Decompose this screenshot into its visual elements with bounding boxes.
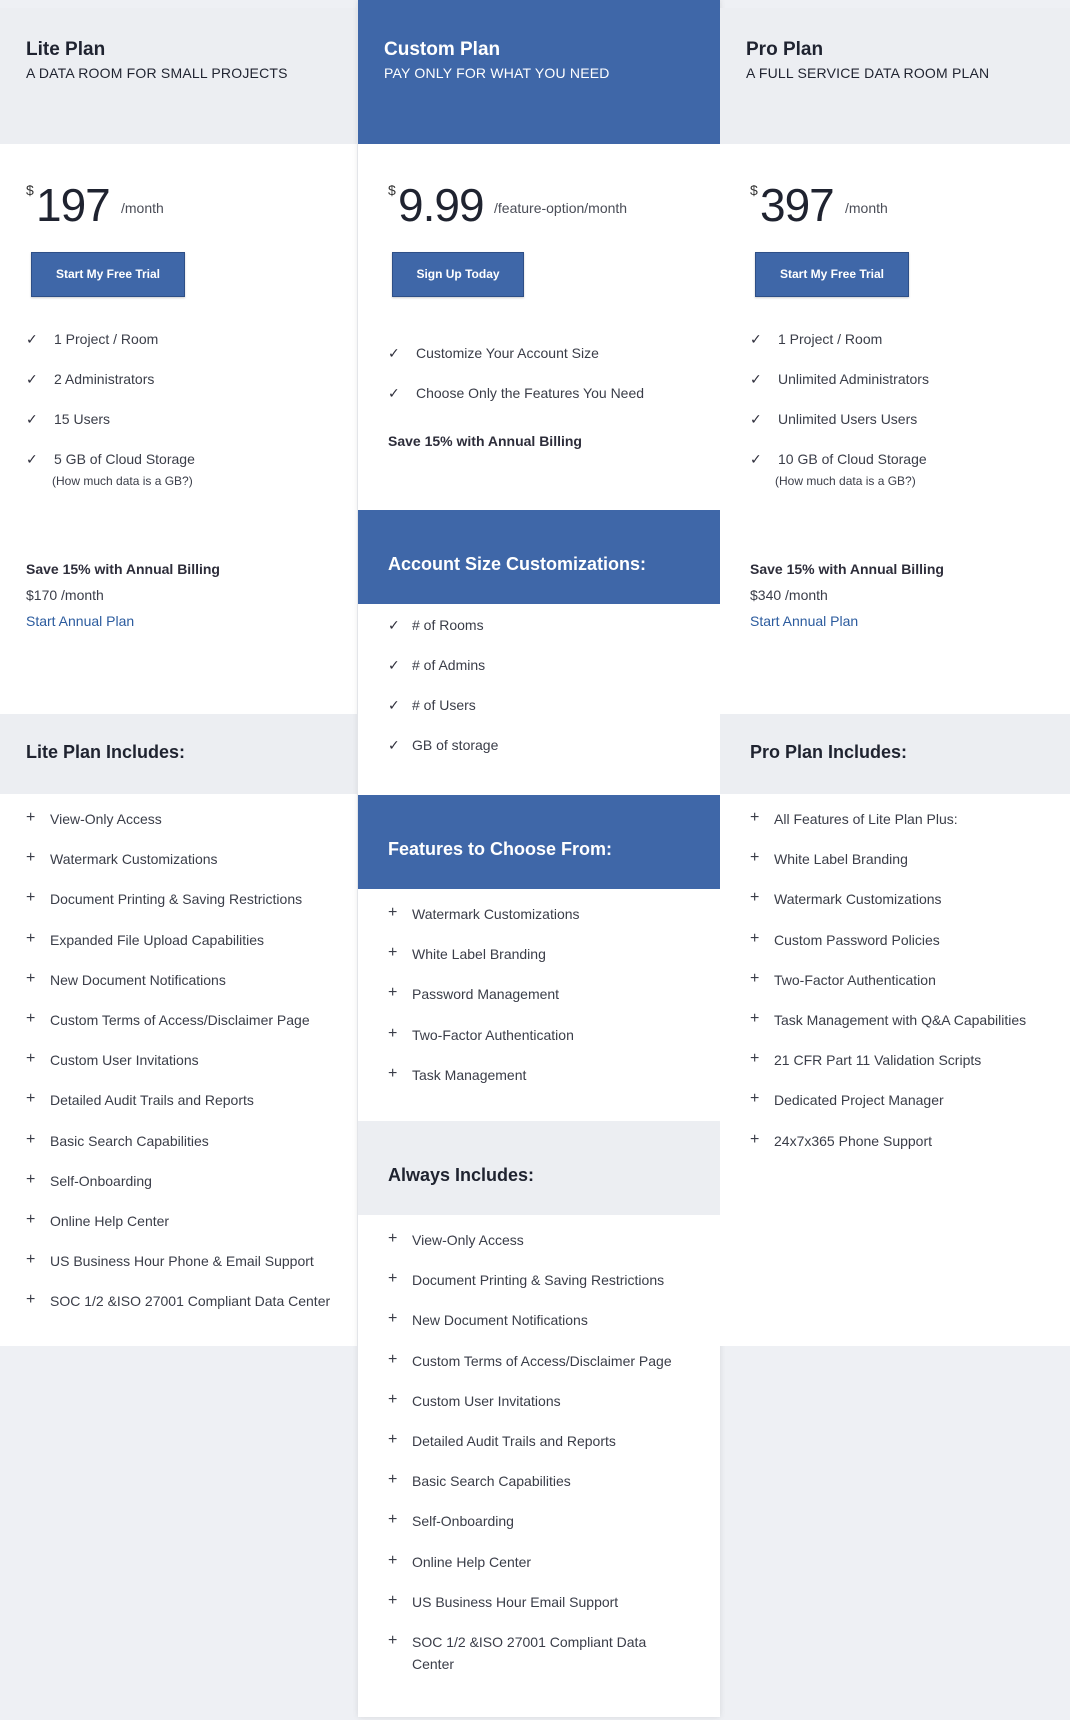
list-item: + 24x7x365 Phone Support xyxy=(750,1130,933,1149)
plus-icon: + xyxy=(26,1170,36,1188)
list-item: + SOC 1/2 &ISO 27001 Compliant Data Center xyxy=(26,1291,331,1310)
custom-plan-column xyxy=(358,0,720,1717)
account-size-list xyxy=(358,604,720,795)
list-item: + Two-Factor Authentication xyxy=(388,1024,574,1043)
list-item: ✓ Unlimited Users Users xyxy=(750,408,1044,448)
feature-list xyxy=(720,328,1070,488)
plus-icon: + xyxy=(26,1130,36,1148)
includes-heading: Pro Plan Includes: xyxy=(720,714,1070,794)
price-currency: $ xyxy=(388,182,396,198)
feature-list xyxy=(358,342,720,422)
list-item: + New Document Notifications xyxy=(26,969,226,988)
plus-icon: + xyxy=(388,1230,398,1247)
plus-icon: + xyxy=(26,1291,36,1309)
start-free-trial-button[interactable]: Start My Free Trial xyxy=(755,252,909,297)
price-period: /month xyxy=(845,200,888,216)
features-heading: Features to Choose From: xyxy=(358,795,720,889)
check-icon: ✓ xyxy=(388,697,400,713)
plus-icon: + xyxy=(388,1350,398,1368)
start-free-trial-button[interactable]: Start My Free Trial xyxy=(31,252,185,297)
list-item: ✓ # of Admins xyxy=(388,654,690,694)
plan-subtitle: A FULL SERVICE DATA ROOM PLAN xyxy=(746,65,990,81)
check-icon: ✓ xyxy=(750,331,762,347)
plus-icon: + xyxy=(750,809,760,826)
list-item: + SOC 1/2 &ISO 27001 Compliant Data Center xyxy=(388,1631,647,1672)
list-item: ✓ 10 GB of Cloud Storage xyxy=(750,448,1044,488)
check-icon: ✓ xyxy=(388,657,400,673)
plus-icon: + xyxy=(388,1390,398,1408)
plus-icon: + xyxy=(26,1009,36,1027)
plus-icon: + xyxy=(388,1591,398,1609)
list-item: + White Label Branding xyxy=(750,849,908,868)
check-icon: ✓ xyxy=(750,451,762,467)
annual-billing xyxy=(358,428,720,510)
plus-icon: + xyxy=(26,809,36,826)
list-item: + White Label Branding xyxy=(388,944,546,963)
check-icon: ✓ xyxy=(388,345,400,361)
list-item: + 21 CFR Part 11 Validation Scripts xyxy=(750,1050,982,1069)
plus-icon: + xyxy=(388,1471,398,1489)
save-label: Save 15% with Annual Billing xyxy=(26,561,220,577)
list-item: + Online Help Center xyxy=(26,1210,170,1229)
list-item: + Self-Onboarding xyxy=(388,1511,514,1530)
plan-title: Lite Plan xyxy=(26,39,106,60)
check-icon: ✓ xyxy=(388,385,400,401)
plus-icon: + xyxy=(388,1551,398,1569)
plus-icon: + xyxy=(26,1251,36,1269)
price xyxy=(720,144,1070,252)
price-period: /feature-option/month xyxy=(494,200,628,216)
price xyxy=(0,144,357,252)
price-currency: $ xyxy=(26,182,34,198)
always-includes-list xyxy=(358,1215,720,1671)
list-item: + US Business Hour Phone & Email Support xyxy=(26,1251,314,1270)
list-item: + All Features of Lite Plan Plus: xyxy=(750,809,958,827)
features-list xyxy=(358,889,720,1121)
always-includes-heading: Always Includes: xyxy=(358,1121,720,1215)
pro-plan-column xyxy=(720,8,1070,1346)
lite-plan-header xyxy=(0,8,357,144)
price-period: /month xyxy=(121,200,164,216)
plus-icon: + xyxy=(388,1064,398,1082)
list-item: + Custom User Invitations xyxy=(26,1050,199,1069)
price-amount: 397 xyxy=(760,179,834,231)
start-annual-plan-link[interactable]: Start Annual Plan xyxy=(750,613,859,629)
plus-icon: + xyxy=(750,1090,760,1108)
lite-plan-column xyxy=(0,8,357,1346)
plus-icon: + xyxy=(388,984,398,1002)
list-item: + Detailed Audit Trails and Reports xyxy=(388,1430,616,1449)
list-item: + New Document Notifications xyxy=(388,1310,588,1329)
plus-icon: + xyxy=(750,1050,760,1068)
plus-icon: + xyxy=(750,889,760,907)
feature-list xyxy=(0,328,357,488)
plus-icon: + xyxy=(26,1050,36,1068)
list-item: + Custom Terms of Access/Disclaimer Page xyxy=(388,1350,672,1369)
list-item: + Expanded File Upload Capabilities xyxy=(26,929,265,948)
list-item: ✓ # of Rooms xyxy=(388,614,690,654)
list-item: ✓ 15 Users xyxy=(26,408,331,448)
list-item: ✓ GB of storage xyxy=(388,734,690,774)
list-item: + Document Printing & Saving Restrictions xyxy=(388,1270,665,1289)
list-item: + Custom Password Policies xyxy=(750,929,940,948)
plus-icon: + xyxy=(26,969,36,987)
plus-icon: + xyxy=(26,1090,36,1108)
list-item: + Custom Terms of Access/Disclaimer Page xyxy=(26,1009,310,1028)
plus-icon: + xyxy=(388,1310,398,1328)
list-item: ✓ 1 Project / Room xyxy=(750,328,1044,368)
list-item: + Custom User Invitations xyxy=(388,1390,561,1409)
check-icon: ✓ xyxy=(750,371,762,387)
list-item: ✓ # of Users xyxy=(388,694,690,734)
plan-title: Custom Plan xyxy=(384,39,501,60)
list-item: + Two-Factor Authentication xyxy=(750,969,936,988)
annual-billing xyxy=(720,556,1070,634)
lite-includes xyxy=(0,794,357,1346)
list-item: ✓ Customize Your Account Size xyxy=(388,342,694,382)
list-item: + Password Management xyxy=(388,984,560,1003)
plus-icon: + xyxy=(388,1511,398,1529)
list-item: + Self-Onboarding xyxy=(26,1170,152,1189)
plus-icon: + xyxy=(388,1631,398,1649)
annual-billing xyxy=(0,556,357,634)
plus-icon: + xyxy=(26,929,36,947)
plus-icon: + xyxy=(388,1024,398,1042)
lite-plan-body xyxy=(0,144,357,714)
annual-price: $170 /month xyxy=(26,587,104,603)
pro-plan-header xyxy=(720,8,1070,144)
list-item: + Basic Search Capabilities xyxy=(26,1130,209,1149)
list-item: + Dedicated Project Manager xyxy=(750,1090,944,1109)
list-item: + Watermark Customizations xyxy=(388,904,580,922)
storage-help-link[interactable]: (How much data is a GB?) xyxy=(775,474,916,488)
plan-title: Pro Plan xyxy=(746,39,824,60)
list-item: ✓ 2 Administrators xyxy=(26,368,331,408)
account-size-heading: Account Size Customizations: xyxy=(358,510,720,604)
plan-subtitle: PAY ONLY FOR WHAT YOU NEED xyxy=(384,65,610,81)
list-item: + Basic Search Capabilities xyxy=(388,1471,571,1490)
start-annual-plan-link[interactable]: Start Annual Plan xyxy=(26,613,135,629)
sign-up-today-button[interactable]: Sign Up Today xyxy=(392,252,524,297)
list-item: + Task Management with Q&A Capabilities xyxy=(750,1009,1027,1028)
check-icon: ✓ xyxy=(388,737,400,753)
save-label: Save 15% with Annual Billing xyxy=(750,561,944,577)
list-item: ✓ Unlimited Administrators xyxy=(750,368,1044,408)
plus-icon: + xyxy=(26,849,36,867)
list-item: ✓ Choose Only the Features You Need xyxy=(388,382,694,422)
check-icon: ✓ xyxy=(26,371,38,387)
check-icon: ✓ xyxy=(26,411,38,427)
price-currency: $ xyxy=(750,182,758,198)
pro-plan-body xyxy=(720,144,1070,714)
save-label: Save 15% with Annual Billing xyxy=(388,433,582,449)
plus-icon: + xyxy=(388,904,398,921)
list-item: + View-Only Access xyxy=(388,1230,524,1248)
list-item: ✓ 1 Project / Room xyxy=(26,328,331,368)
plus-icon: + xyxy=(750,849,760,867)
custom-plan-header xyxy=(358,0,720,144)
list-item: ✓ 5 GB of Cloud Storage xyxy=(26,448,331,488)
plus-icon: + xyxy=(388,944,398,962)
annual-price: $340 /month xyxy=(750,587,828,603)
includes-list xyxy=(720,794,1070,1170)
price-amount: 9.99 xyxy=(398,179,484,231)
storage-help-link[interactable]: (How much data is a GB?) xyxy=(52,474,193,488)
price-amount: 197 xyxy=(36,179,110,231)
list-item: + Task Management xyxy=(388,1064,527,1083)
plus-icon: + xyxy=(750,929,760,947)
plus-icon: + xyxy=(388,1430,398,1448)
check-icon: ✓ xyxy=(26,331,38,347)
check-icon: ✓ xyxy=(750,411,762,427)
plus-icon: + xyxy=(26,889,36,907)
includes-list xyxy=(0,794,357,1330)
plus-icon: + xyxy=(388,1270,398,1288)
list-item: + Online Help Center xyxy=(388,1551,532,1570)
pro-includes xyxy=(720,794,1070,1346)
list-item: + Watermark Customizations xyxy=(750,889,942,908)
plus-icon: + xyxy=(750,969,760,987)
check-icon: ✓ xyxy=(388,617,400,633)
list-item: + US Business Hour Email Support xyxy=(388,1591,619,1610)
list-item: + Detailed Audit Trails and Reports xyxy=(26,1090,254,1109)
plus-icon: + xyxy=(750,1009,760,1027)
check-icon: ✓ xyxy=(26,451,38,467)
price xyxy=(358,144,720,252)
plus-icon: + xyxy=(750,1130,760,1148)
plus-icon: + xyxy=(26,1210,36,1228)
list-item: + View-Only Access xyxy=(26,809,162,827)
plan-subtitle: A DATA ROOM FOR SMALL PROJECTS xyxy=(26,65,288,81)
list-item: + Document Printing & Saving Restrictions xyxy=(26,889,303,908)
list-item: + Watermark Customizations xyxy=(26,849,218,868)
includes-heading: Lite Plan Includes: xyxy=(0,714,357,794)
